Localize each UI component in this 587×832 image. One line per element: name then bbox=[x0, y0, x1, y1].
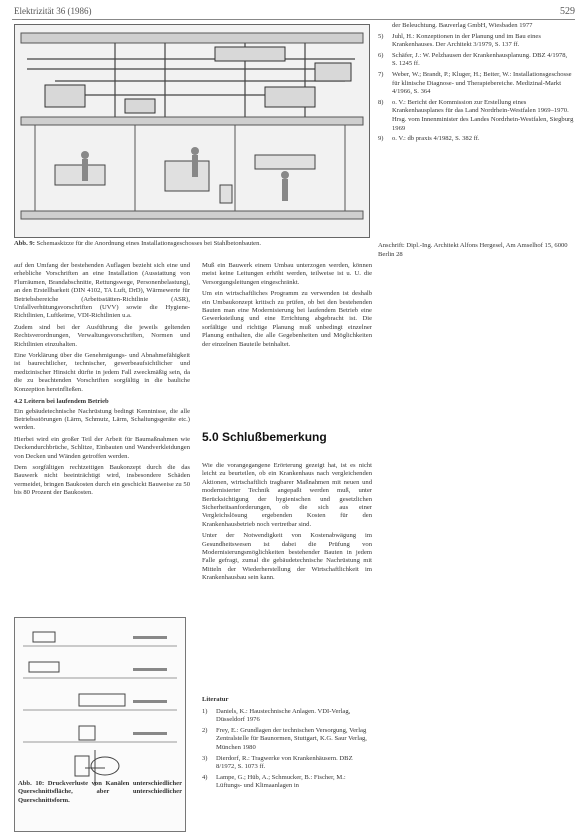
paragraph: Hierbei wird ein großer Teil der Arbeit für Baumaßnahmen wie Deckendurchbrüche, Schlitze, Einbauten und Wandverkleidungen von Decken und Wänden getroffen werden. bbox=[14, 435, 190, 460]
column-middle-text-2 bbox=[202, 462, 372, 586]
building-section-drawing bbox=[15, 25, 369, 237]
reference-item: 6) Schäfer, J.: W. Pelzhausen der Krankenhausplanung. DBZ 4/1978, S. 1245 ff. bbox=[378, 51, 568, 68]
reference-item: 8) o. V.: Bericht der Kommission zur Erstellung eines Krankenhausplanes für das Land Nordrhein-Westfalen 1969–1970. Hrsg. vom Innenminister des Landes Nordrhein-Westfalen, Siegburg 1969 bbox=[378, 98, 574, 132]
reference-item: 1) Daniels, K.: Haustechnische Anlagen. VDI-Verlag, Düsseldorf 1976 bbox=[202, 707, 351, 724]
reference-item: 3) Dierdorf, R.: Tragwerke von Krankenhäusern. DBZ 8/1972, S. 1073 ff. bbox=[202, 754, 353, 771]
paragraph: auf den Umfang der bestehenden Auflagen bezieht sich eine und erhebliche Vorschriften an eine Installation (Ausstattung von Flurräumen, Brandabschnitte, Rettungswege, Personenbelastung), an den Erstellbarkeit (DIN 4102, TA Luft, DrD), Wärmewerte für Betriebsbereiche (Arbeitsstätten-Richtlinie (ASR), Unfallverhütungsvorschriften (UVV) sowie die Hygiene-Richtlinien, Luftkeime, VDI-Richtlinien u.a. bbox=[14, 262, 190, 320]
column-middle-text bbox=[202, 262, 372, 352]
literature-list bbox=[202, 696, 372, 793]
author-address: Anschrift: Dipl.-Ing. Architekt Alfons Hergesel, Am Amselhof 15, 6000 Berlin 28 bbox=[378, 242, 568, 258]
reference-item: 5) Juhl, H.: Konzeptionen in der Planung und im Bau eines Krankenhauses. Der Architekt 3/1979, S. 137 ff. bbox=[378, 32, 541, 49]
reference-item: 9) o. V.: db praxis 4/1982, S. 382 ff. bbox=[378, 135, 480, 143]
column-left-text bbox=[14, 262, 190, 501]
paragraph: Um ein wirtschaftliches Programm zu verwenden ist deshalb ein Umbaukonzept kritisch zu prüfen, ob bei den bestehenden Bauten man eine Modernisierung bei laufendem Betrieb eine Gewerksteilung und eine Errichtung abgebracht ist. Die sorfältige und richtige Planung muß unbedingt einzelner Planung enthalten, die alle Gegebenheiten und Möglichkeiten der einzelnen Bauteile beinhaltet. bbox=[202, 290, 372, 348]
reference-item: 2) Frey, E.: Grundlagen der technischen Versorgung, Verlag Zentralstelle für Baunormen, Stuttgart, K.G. Saur Verlag, München 1980 bbox=[202, 726, 367, 751]
installation-floor-figure bbox=[14, 24, 370, 238]
paragraph: Muß ein Bauwerk einem Umbau unterzogen werden, können meist keine Leitungen erhöht werden, teilweise ist u. U. die Versorgungsleitungen eingeschränkt. bbox=[202, 262, 372, 286]
references-continued bbox=[378, 22, 574, 146]
literature-heading: Literatur bbox=[202, 696, 229, 703]
subheading: 4.2 Leitern bei laufendem Betrieb bbox=[14, 398, 109, 406]
paragraph: Zudem sind bei der Ausführung die jeweils geltenden Rechtsverordnungen, Verwaltungsvorschriften, Normen und Richtlinien einzuhalten. bbox=[14, 323, 190, 348]
paragraph: Eine Vorklärung über die Genehmigungs- und Abnahmefähigkeit ist baurechtlicher, technischer, gewerbeaufsichtlicher und medizinischer Hinsicht dürfte in jedem Fall zweckmäßig sein, da die zu beachtenden Vorschriften sorgfältig in die bauliche Konzeption hereinfließen. bbox=[14, 352, 190, 393]
paragraph: Wie die vorangegangene Erörterung gezeigt hat, ist es nicht leicht zu beurteilen, ob ein Krankenhaus nach vergleichenden Aktionen, wirtschaftlich tragbarer Maßnahmen mit neuen und modernisierter Technik angepaßt werden muß, unter Berücksichtigung der hygienischen und gesetzlichen Sicherheitsanforderungen, ob die sich aus einer Vergleichslösung ergebenden Kosten für den Krankenhausbetrieb noch vertretbar sind. bbox=[202, 462, 372, 528]
header-rule bbox=[12, 19, 575, 20]
paragraph: Unter der Notwendigkeit von Kostenabwägung im Gesundheitswesen ist dabei die Prüfung von Modernisierungsmöglichkeiten bestehender Bauten in jedem Falle gefragt, zumal die gebäudetechnische Nachrüstung mit Mitteln der Wiederherstellung der Wirtschaftlichkeit im Krankenhausbau sein kann. bbox=[202, 532, 372, 582]
page-number: 529 bbox=[560, 6, 575, 17]
reference-item: 7) Weber, W.; Brandt, P.; Kluger, H.; Beiter, W.: Installationsgeschosse für klinische Diagnose- und Therapiebereiche. Medizinal-Markt 4/1966, S. 364 bbox=[378, 70, 572, 96]
reference-item: der Beleuchtung. Bauverlag GmbH, Wiesbaden 1977 bbox=[392, 22, 533, 29]
reference-item: 4) Lampe, G.; Hüb, A.; Schmucker, B.: Fischer, M.: Lüftungs- und Klimaanlagen in bbox=[202, 773, 346, 790]
paragraph: Ein gebäudetechnische Nachrüstung bedingt Kenntnisse, die alle Betriebsstörungen (Lärm, Schmutz, Lärm, Schaltungsgeräte etc.) werden. bbox=[14, 407, 190, 432]
section-heading: 5.0 Schlußbemerkung bbox=[202, 430, 327, 444]
diagram-caption: Abb. 10: Druckverluste von Kanälen unterschiedlicher Querschnittsfläche, aber unterschiedlicher Querschnittsform. bbox=[18, 780, 182, 804]
running-header: Elektrizität 36 (1986) bbox=[14, 6, 92, 16]
figure-caption: Abb. 9: Schemaskizze für die Anordnung eines Installationsgeschosses bei Stahlbetonbauten. bbox=[14, 240, 262, 247]
paragraph: Dem sorgfältigen rechtzeitigen Baukonzept durch die das Bauwerk nicht beeinträchtigt wird, insbesondere Schäden vermeidet, bringen Baukosten durch ein geschickt Bauweise zu 50 bis 80 Prozent der Baukosten. bbox=[14, 463, 190, 497]
